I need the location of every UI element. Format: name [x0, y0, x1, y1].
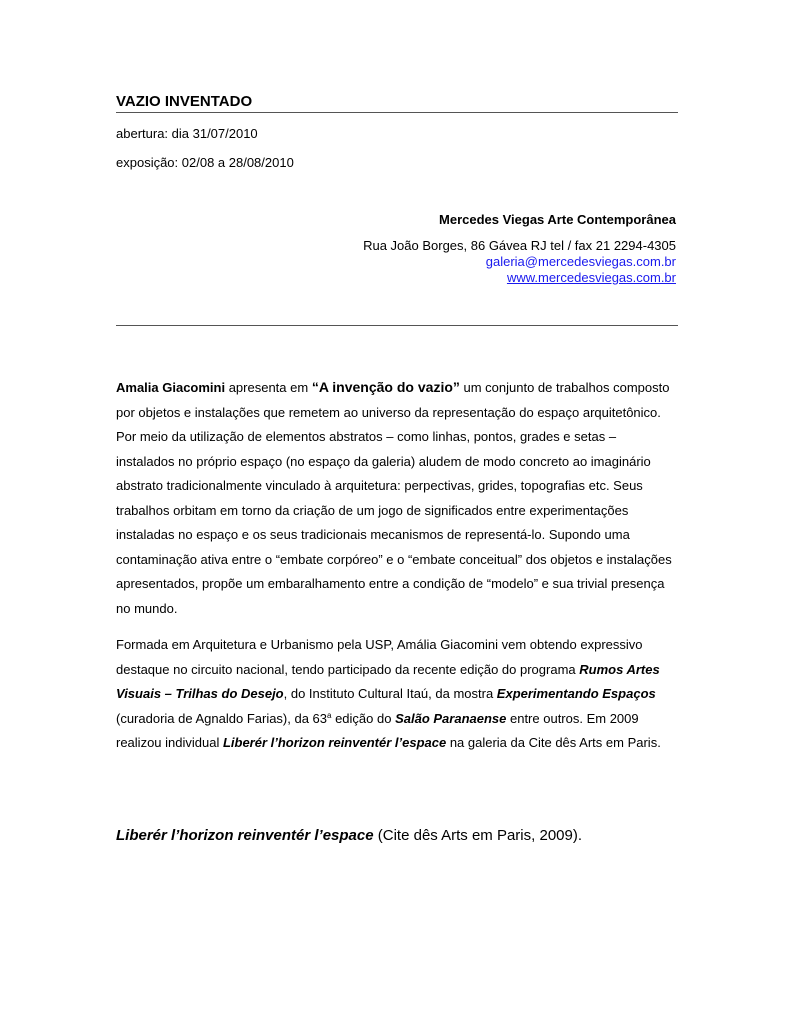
exhibition-dates: exposição: 02/08 a 28/08/2010 — [116, 155, 294, 170]
ordinal-superscript: a — [327, 710, 332, 720]
intro-text-presents: apresenta em — [225, 380, 312, 395]
gallery-address: Rua João Borges, 86 Gávea RJ tel / fax 21 2294-4305 — [363, 238, 676, 253]
program-name: Rumos Artes Visuais – Trilhas do Desejo — [116, 661, 660, 701]
bio-paragraph — [116, 633, 678, 756]
bio-text-6: na galeria da Cite dês Arts em Paris. — [446, 735, 661, 750]
gallery-email-link[interactable]: galeria@mercedesviegas.com.br — [485, 254, 676, 269]
gallery-contact — [363, 212, 676, 286]
intro-paragraph — [116, 375, 678, 621]
artist-name: Amalia Giacomini — [116, 380, 226, 395]
bio-text-3: (curadoria de Agnaldo Farias), da 63 — [116, 710, 328, 726]
solo-show-name: Liberér l’horizon reinventér l’espace — [222, 735, 447, 750]
salon-name: Salão Paranaense — [395, 710, 507, 726]
bio-text-5: entre outros. Em 2009 realizou individual — [116, 710, 639, 750]
gallery-name: Mercedes Viegas Arte Contemporânea — [439, 212, 676, 227]
closing-detail: (Cite dês Arts em Paris, 2009). — [373, 827, 583, 844]
opening-date: abertura: dia 31/07/2010 — [116, 126, 258, 141]
bio-text-1: Formada em Arquitetura e Urbanismo pela USP, Amália Giacomini vem obtendo expressivo destaque no circuito nacional, tendo participado da recente edição do programa — [116, 637, 643, 677]
closing-work-title: Liberér l’horizon reinventér l’espace — [116, 827, 374, 844]
document-title: VAZIO INVENTADO — [116, 93, 253, 110]
title-divider — [116, 112, 678, 113]
closing-caption — [116, 826, 582, 846]
section-divider — [116, 325, 678, 326]
bio-text-4: edição do — [331, 710, 396, 726]
show-name: Experimentando Espaços — [496, 686, 656, 701]
bio-text-2: , do Instituto Cultural Itaú, da mostra — [283, 686, 497, 701]
exhibition-title: “A invenção do vazio” — [311, 379, 460, 395]
gallery-website-link[interactable]: www.mercedesviegas.com.br — [506, 270, 676, 285]
intro-text-body: um conjunto de trabalhos composto por objetos e instalações que remetem ao universo da representação do espaço arquitetônico. Por meio da utilização de elementos abstratos – como linhas, pontos, grades e setas – instalados no próprio espaço (no espaço da galeria) aludem de modo concreto ao imaginário abstrato tradicionalmente vinculado à arquitetura: perpectivas, grides, topografias etc. Seus trabalhos orbitam em torno da criação de um jogo de significados entre experimentações instaladas no espaço e os seus tradicionais mecanismos de representá-lo. Supondo uma contaminação ativa entre o “embate corpóreo” e o “embate conceitual” dos objetos e instalações apresentados, propõe um embaralhamento entre a condição de “modelo” e sua trivial presença no mundo. — [116, 380, 672, 616]
